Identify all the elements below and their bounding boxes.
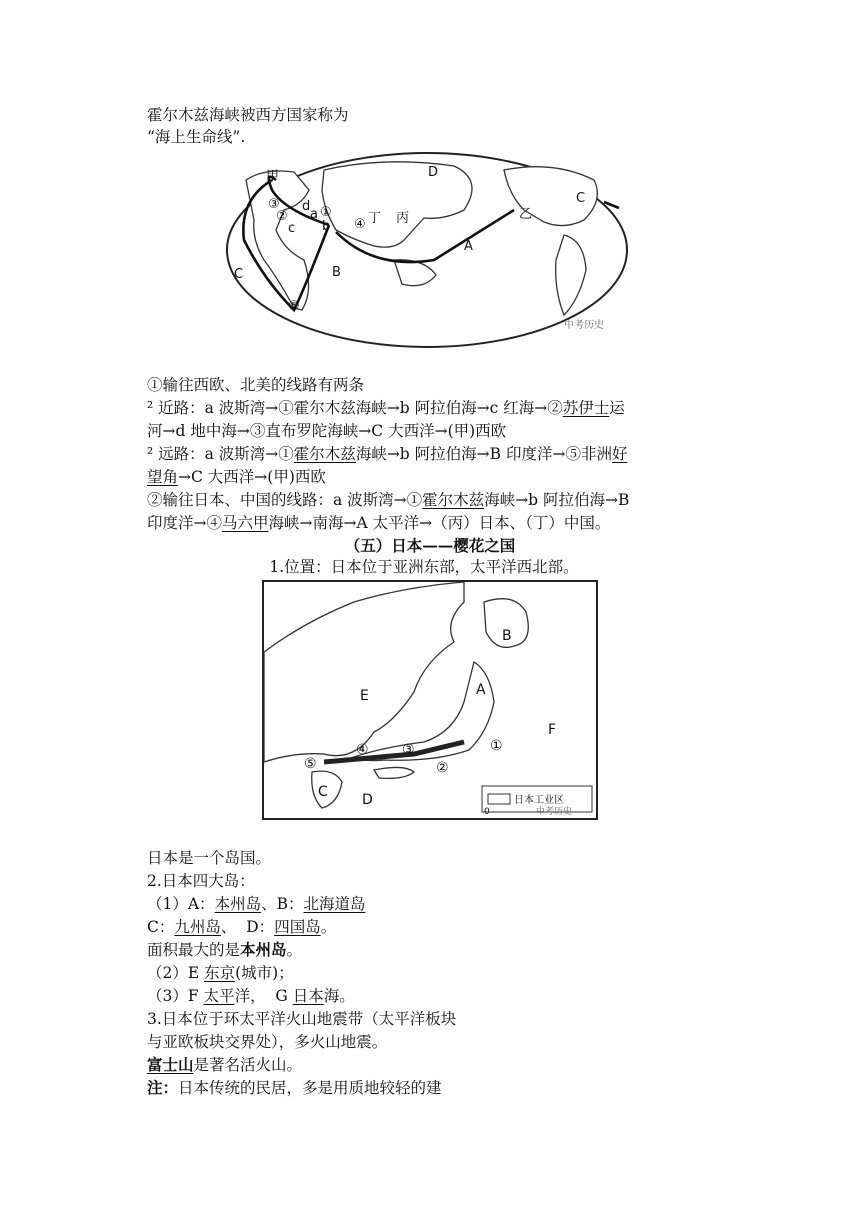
world-map-label-6: 乙 xyxy=(519,207,533,222)
world-map-label-16: ④ xyxy=(354,217,366,232)
japan-map-label-5: F xyxy=(548,722,557,738)
world-map-label-8: 丙 xyxy=(396,211,410,226)
world-map-label-17: ⑤ xyxy=(288,299,300,314)
section-title: （五）日本——樱花之国 xyxy=(344,536,516,555)
japan-map-label-1: B xyxy=(502,628,512,644)
sea-line: （3）F 太平洋， G 日本海。 xyxy=(147,987,355,1005)
japan-map-watermark: 中考历史 xyxy=(536,807,573,817)
near-route-line-2: 河→d 地中海→③直布罗陀海峡→C 大西洋→(甲)西欧 xyxy=(147,422,507,440)
world-oil-routes-map xyxy=(224,150,630,350)
world-map-label-11: c xyxy=(288,221,296,236)
japan-position: 1.位置：日本位于亚洲东部，太平洋西北部。 xyxy=(269,558,579,576)
world-map-label-7: 丁 xyxy=(368,211,382,226)
japan-map-label-10: ⑤ xyxy=(304,756,317,772)
japan-map-label-8: ③ xyxy=(402,742,415,758)
far-route-line-2: 望角→C 大西洋→(甲)西欧 xyxy=(147,468,326,486)
japan-map-label-2: C xyxy=(318,784,328,800)
asia-route-line-2: 印度洋→④马六甲海峡→南海→A 太平洋→（丙）日本、（丁）中国。 xyxy=(147,514,611,532)
japan-map-label-9: ④ xyxy=(356,742,369,758)
world-map-label-10: b xyxy=(322,219,331,234)
intro-line-2: “海上生命线”. xyxy=(147,128,246,146)
world-map-label-9: a xyxy=(310,207,318,222)
japan-map-label-6: ① xyxy=(490,738,503,754)
four-islands-heading: 2.日本四大岛： xyxy=(147,872,255,890)
japan-map-legend: 日本工业区 xyxy=(514,795,564,806)
world-map-label-3: A xyxy=(464,239,473,254)
intro-line-1: 霍尔木兹海峡被西方国家称为 xyxy=(147,106,349,124)
world-map-label-0: 甲 xyxy=(266,169,280,184)
far-route-line-1: ² 远路：a 波斯湾→①霍尔木兹海峡→b 阿拉伯海→B 印度洋→⑤非洲好 xyxy=(147,445,628,463)
japan-map xyxy=(262,580,598,820)
volcano-line-1: 3.日本位于环太平洋火山地震带（太平洋板块 xyxy=(147,1010,457,1028)
japan-map-label-0: A xyxy=(476,682,486,698)
japan-map-label-4: E xyxy=(360,688,369,704)
fuji-line: 富士山是著名活火山。 xyxy=(147,1055,303,1074)
japan-map-label-3: D xyxy=(362,792,373,808)
islands-line-2: C：九州岛、 D：四国岛。 xyxy=(147,918,337,936)
world-map-label-14: ② xyxy=(276,209,288,224)
near-route-line-1: ² 近路：a 波斯湾→①霍尔木兹海峡→b 阿拉伯海→c 红海→②苏伊士运 xyxy=(147,399,625,417)
world-map-label-12: d xyxy=(302,199,311,214)
world-map-label-15: ③ xyxy=(268,197,280,212)
japan-map-label-7: ② xyxy=(436,760,449,776)
world-map-label-4: B xyxy=(332,265,341,280)
volcano-line-2: 与亚欧板块交界处），多火山地震。 xyxy=(147,1033,388,1051)
world-map-label-1: D xyxy=(428,165,439,180)
world-map-label-5: C xyxy=(234,267,244,282)
world-map-label-13: ① xyxy=(320,205,332,220)
asia-route-line-1: ②输往日本、中国的线路：a 波斯湾→①霍尔木兹海峡→b 阿拉伯海→B xyxy=(147,491,630,509)
routes-title: ①输往西欧、北美的线路有两条 xyxy=(147,376,365,394)
island-country: 日本是一个岛国。 xyxy=(147,849,272,867)
largest-island: 面积最大的是本州岛。 xyxy=(147,940,303,959)
note-line: 注：日本传统的民居，多是用质地较轻的建 xyxy=(147,1078,442,1097)
world-map-label-2: C xyxy=(576,191,586,206)
japan-map-scale-zero: 0 xyxy=(484,807,490,817)
world-map-watermark: 中考历史 xyxy=(564,320,604,331)
city-line: （2）E 东京(城市)； xyxy=(147,964,294,982)
islands-line-1: （1）A：本州岛、B：北海道岛 xyxy=(147,895,366,913)
